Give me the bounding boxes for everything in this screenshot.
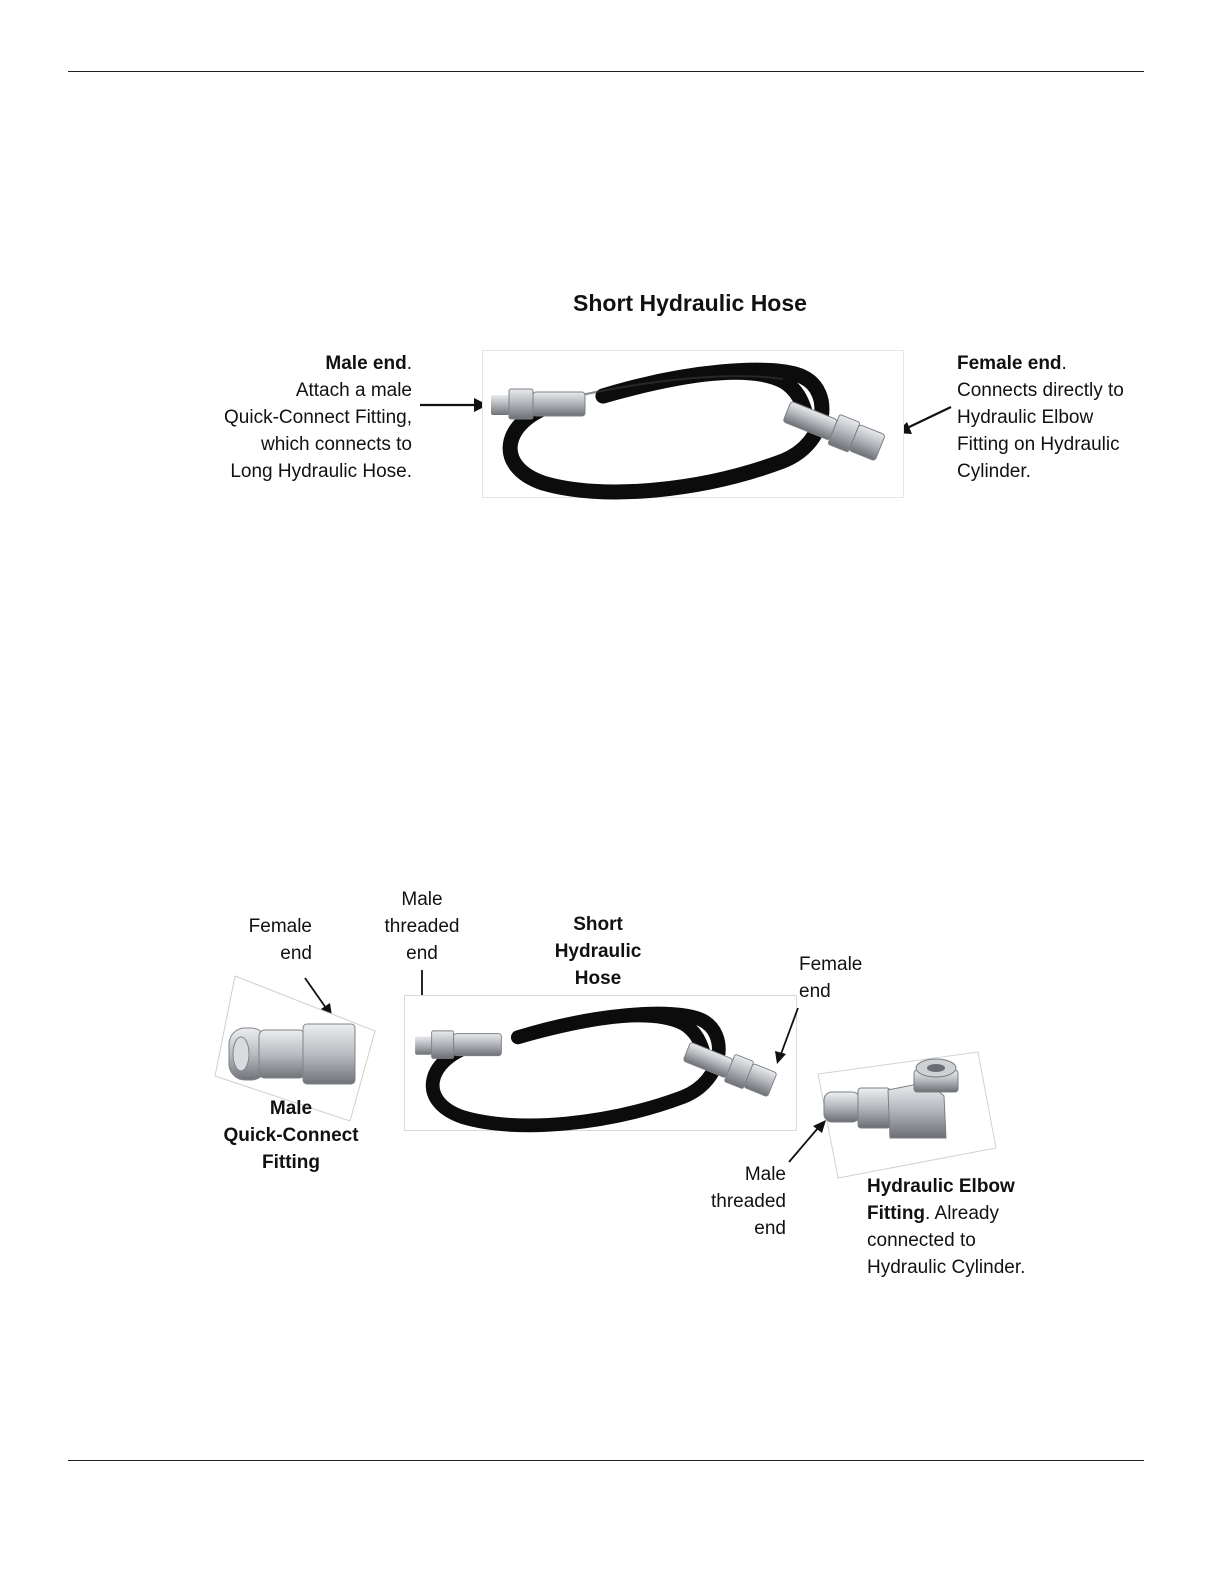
header-rule [68, 71, 1144, 72]
elbow-fitting-image [818, 1052, 996, 1178]
elbow-male-end-label: Male threaded end [710, 1164, 786, 1239]
male-end-heading: Male end [325, 353, 407, 374]
footer-rule [68, 1460, 1144, 1461]
hydraulic-hose-image [483, 351, 903, 497]
figure1-title: Short Hydraulic Hose [573, 290, 807, 316]
female-end-heading: Female end [957, 353, 1062, 374]
hydraulic-hose-image-2 [405, 996, 796, 1130]
short-hose-photo-2 [404, 995, 797, 1131]
elbow-male-end-arrow [786, 1118, 830, 1166]
elbow-fitting-photo [818, 1052, 996, 1178]
male-end-arrow [418, 394, 490, 416]
hose-male-end-label: Male threaded end [384, 889, 460, 964]
qc-female-end-label: Female end [248, 916, 312, 964]
hose-female-end-arrow [772, 1006, 802, 1066]
hose-name-label: Short Hydraulic Hose [554, 914, 642, 989]
female-end-callout: Female end. Connects directly to Hydraulic Elbow Fitting on Hydraulic Cylinder. [957, 353, 1124, 482]
hose-female-end-label: Female end [799, 954, 863, 1002]
elbow-callout-heading: Hydraulic Elbow [867, 1176, 1015, 1197]
male-end-callout: Male end. Attach a male Quick-Connect Fitting, which connects to Long Hydraulic Hose. [224, 353, 412, 482]
short-hose-photo [482, 350, 904, 498]
elbow-callout: Hydraulic Elbow Fitting. Already connected to Hydraulic Cylinder. [867, 1173, 1107, 1281]
qc-name-label: Male Quick-Connect Fitting [223, 1098, 359, 1173]
